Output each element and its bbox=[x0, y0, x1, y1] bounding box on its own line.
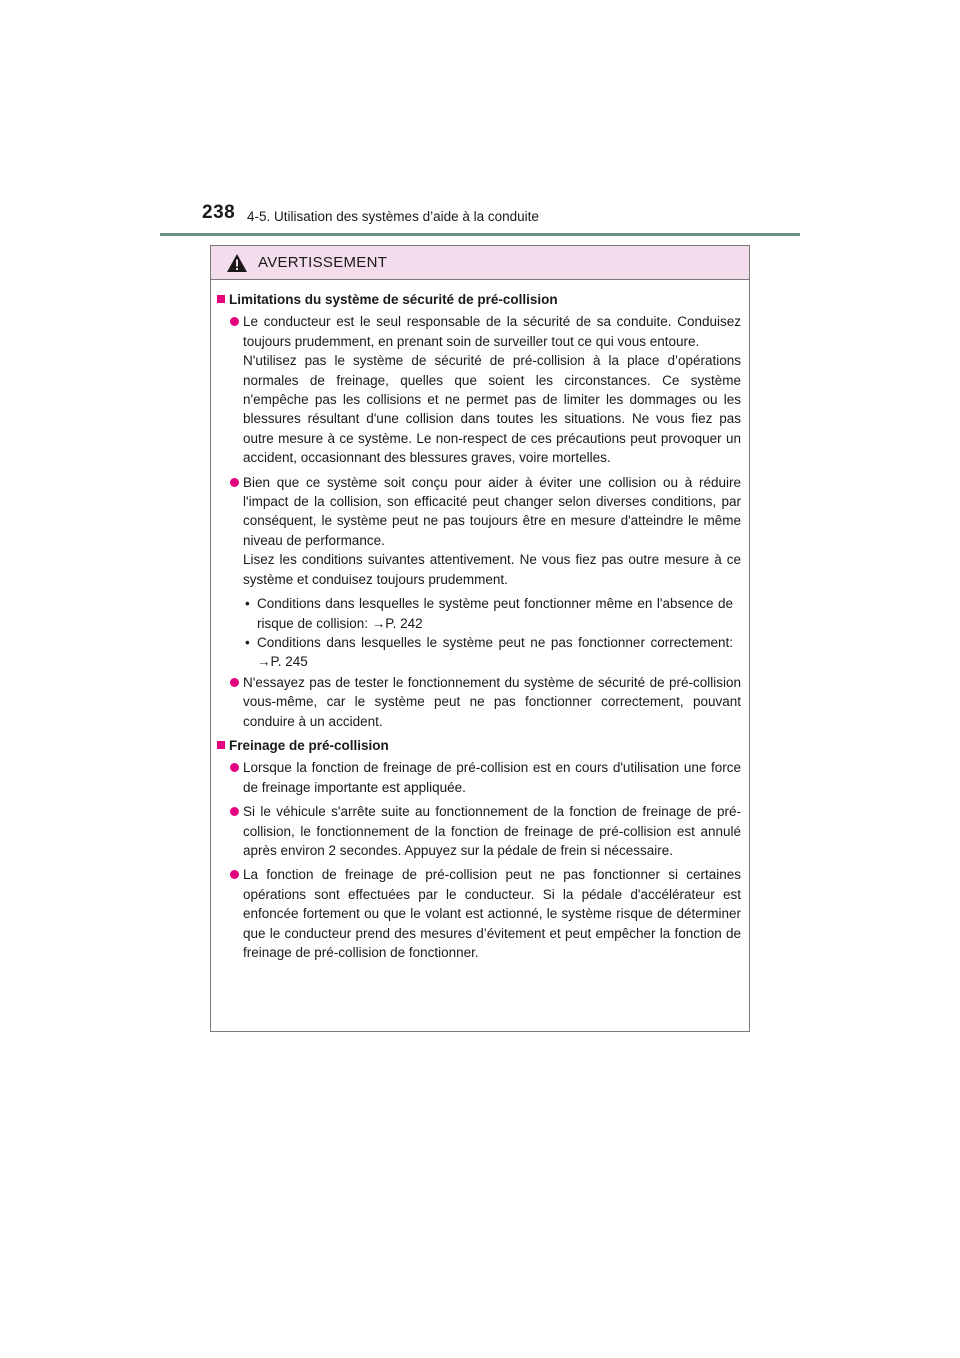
bullet-item bbox=[217, 802, 741, 860]
small-dot-icon: • bbox=[245, 596, 250, 612]
round-bullet-icon bbox=[230, 478, 239, 487]
sub-list-text: Conditions dans lesquelles le système peut fonctionner même en l'absence de risque de collision: →P. 242 bbox=[257, 596, 733, 631]
bullet-item bbox=[217, 473, 741, 589]
sub-list-text: Conditions dans lesquelles le système peut ne pas fonctionner correctement: →P. 245 bbox=[257, 634, 733, 670]
warning-triangle-icon bbox=[226, 253, 248, 273]
bullet-text: La fonction de freinage de pré-collision peut ne pas fonctionner si certaines opérations sont effectuées par le conducteur. Si la pédale d'accélérateur est enfoncée fortement ou que le volant est actionné, le système risque de déterminer que le conducteur prend des mesures d’évitement et peut empêcher la fonction de freinage de pré-collision de fonctionner. bbox=[243, 867, 741, 960]
bullet-text: Lisez les conditions suivantes attentivement. Ne vous fiez pas outre mesure à ce système et conduisez toujours prudemment. bbox=[243, 552, 741, 587]
bullet-text: N'utilisez pas le système de sécurité de pré-collision à la place d’opérations normales de freinage, quelles que soient les circonstances. Ce système n'empêche pas les collisions et ne permet pas de limiter les dommages ou les blessures résultant d'une collision dans toutes les situations. Ne vous fiez pas outre mesure à ce système. Le non-respect de ces précautions peut provoquer un accident, occasionnant des blessures graves, voire mortelles. bbox=[243, 353, 741, 466]
round-bullet-icon bbox=[230, 807, 239, 816]
round-bullet-icon bbox=[230, 317, 239, 326]
bullet-text: N'essayez pas de tester le fonctionnement du système de sécurité de pré-collision vous-même, car le système peut ne pas fonctionner correctement, pouvant conduire à un accident. bbox=[243, 674, 741, 729]
subsection-heading bbox=[217, 736, 741, 755]
bullet-item bbox=[217, 312, 741, 467]
subsection-title-braking: Freinage de pré-collision bbox=[229, 737, 389, 753]
round-bullet-icon bbox=[230, 678, 239, 687]
header-divider bbox=[160, 233, 800, 236]
bullet-item bbox=[217, 673, 741, 731]
bullet-text: Si le véhicule s'arrête suite au fonctionnement de la fonction de freinage de pré-collision, le fonctionnement de la fonction de freinage de pré-collision est annulé après environ 2 secondes. Appuyez sur la pédale de frein si nécessaire. bbox=[243, 804, 741, 858]
section-title: 4-5. Utilisation des systèmes d’aide à la conduite bbox=[247, 209, 539, 224]
bullet-text: Le conducteur est le seul responsable de la sécurité de sa conduite. Conduisez toujours prudemment, en prenant soin de surveiller tout ce qui vous entoure. bbox=[243, 314, 741, 349]
small-dot-icon: • bbox=[245, 634, 250, 650]
subsection-title-limitations: Limitations du système de sécurité de pré-collision bbox=[229, 292, 558, 307]
bullet-text: Bien que ce système soit conçu pour aider à éviter une collision ou à réduire l'impact de la collision, son efficacité peut changer selon diverses conditions, par conséquent, le système peut ne pas toujours être en mesure d'atteindre le même niveau de performance. bbox=[243, 474, 741, 548]
subsection-heading bbox=[217, 290, 741, 309]
warning-title: AVERTISSEMENT bbox=[258, 254, 388, 271]
square-bullet-icon bbox=[217, 741, 225, 749]
round-bullet-icon bbox=[230, 763, 239, 772]
round-bullet-icon bbox=[230, 870, 239, 879]
square-bullet-icon bbox=[217, 295, 225, 303]
bullet-item bbox=[217, 758, 741, 797]
bullet-text: Lorsque la fonction de freinage de pré-collision est en cours d'utilisation une force de freinage importante est appliquée. bbox=[243, 760, 741, 795]
sub-list-item bbox=[217, 633, 741, 672]
sub-list bbox=[217, 594, 741, 672]
warning-box bbox=[210, 245, 750, 1032]
sub-list-item bbox=[217, 594, 741, 633]
warning-body bbox=[211, 280, 749, 962]
page-number: 238 bbox=[202, 202, 236, 223]
bullet-item bbox=[217, 865, 741, 962]
warning-header bbox=[211, 246, 749, 280]
